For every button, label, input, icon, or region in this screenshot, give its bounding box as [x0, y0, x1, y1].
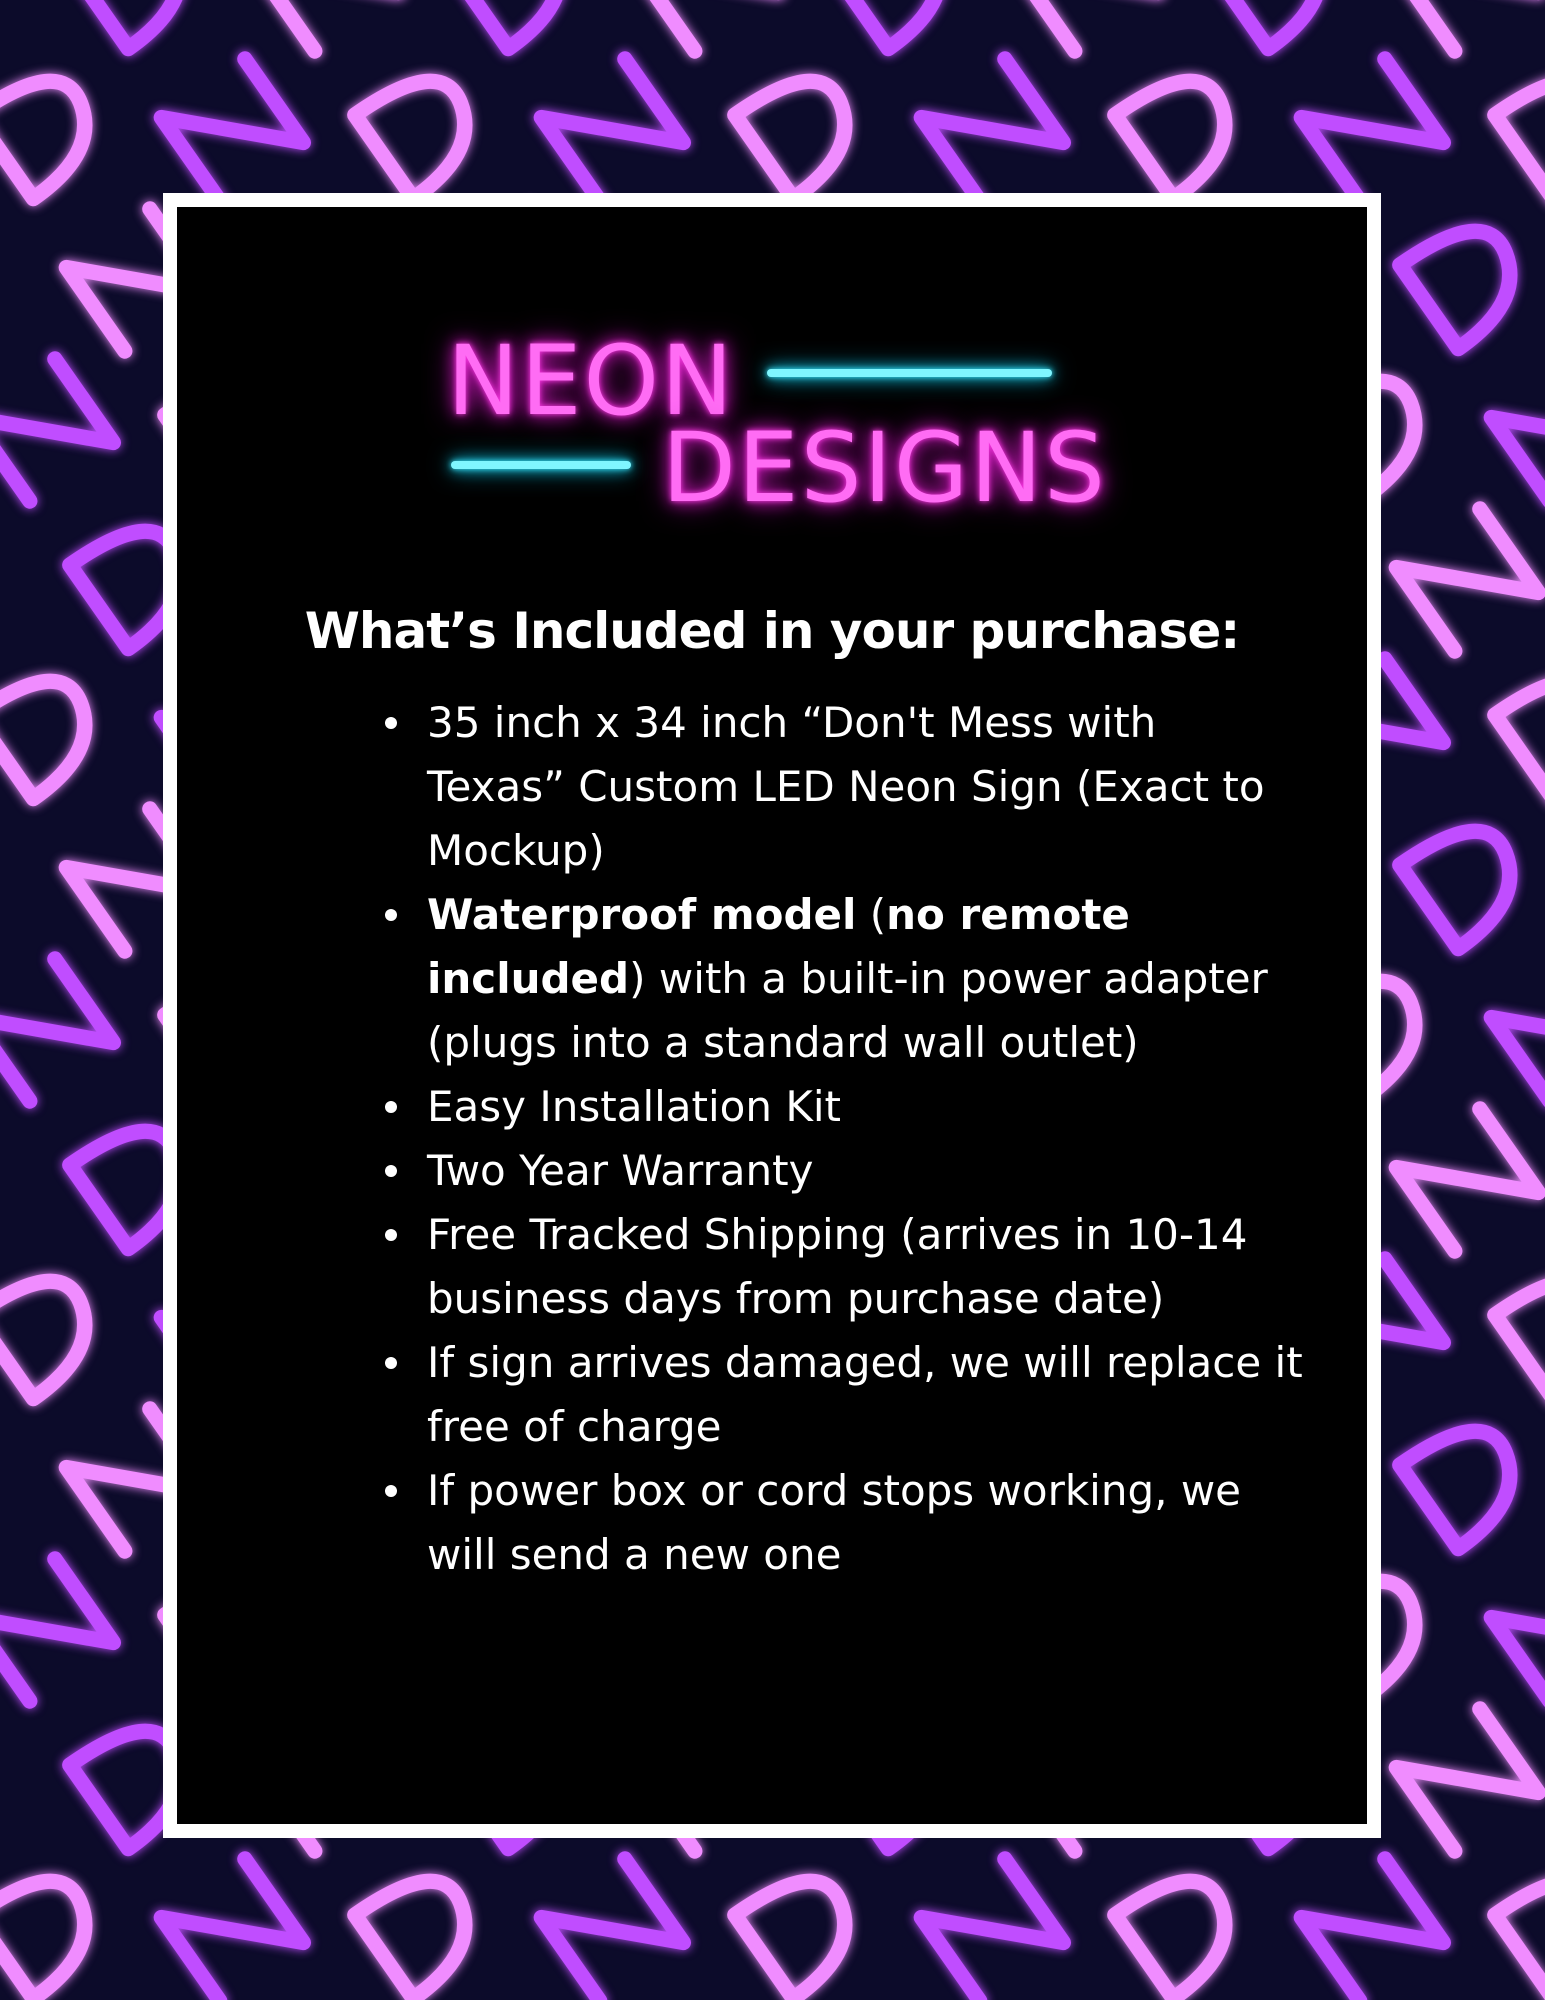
list-item [427, 883, 1307, 1075]
list-item [427, 1203, 1307, 1331]
neon-letter-shape [0, 1261, 111, 1399]
page-title: What’s Included in your purchase: [304, 602, 1240, 660]
list-item-text: Free Tracked Shipping (arrives in 10-14 business days from purchase date) [427, 1210, 1248, 1323]
neon-letter-shape [161, 1859, 303, 2000]
list-item-bold-text: Waterproof model [427, 890, 857, 939]
list-item-text: ( [856, 890, 887, 939]
list-item-text: Two Year Warranty [427, 1146, 814, 1195]
neon-letter-shape [0, 959, 113, 1101]
neon-letter-shape [450, 0, 586, 49]
list-item [427, 1331, 1307, 1459]
content-panel [163, 193, 1381, 1838]
list-item [427, 1459, 1307, 1587]
neon-letter-shape [735, 1861, 871, 1999]
neon-letter-shape [1495, 661, 1545, 799]
neon-letter-shape [1301, 59, 1443, 201]
neon-letter-shape [541, 59, 683, 201]
neon-letter-shape [256, 0, 398, 51]
neon-letter-shape [0, 61, 111, 199]
neon-letter-shape [1495, 61, 1545, 199]
neon-letter-shape [1301, 1859, 1443, 2000]
neon-letter-shape [1491, 359, 1545, 501]
neon-letter-shape [1396, 0, 1538, 51]
neon-letter-shape [161, 59, 303, 201]
neon-letter-shape [636, 0, 778, 51]
list-item-text: ) with a built-in power adapter [629, 954, 1268, 1003]
logo-word-neon: NEON [447, 325, 735, 437]
neon-letter-shape [1115, 1861, 1251, 1999]
neon-letter-shape [0, 1559, 113, 1701]
neon-letter-shape [1210, 0, 1346, 49]
logo-cyan-bar-top [767, 369, 1052, 377]
included-items-list [427, 691, 1307, 1587]
list-item-text: If sign arrives damaged, we will replace it free of charge [427, 1338, 1303, 1451]
neon-letter-shape [921, 59, 1063, 201]
list-item-text: 35 inch x 34 inch “Don't Mess with Texas” Custom LED Neon Sign (Exact to Mockup) [427, 698, 1265, 875]
neon-letter-shape [0, 359, 113, 501]
logo-cyan-bar-bottom [451, 461, 631, 469]
logo-word-designs: DESIGNS [662, 412, 1107, 524]
list-item-text: If power box or cord stops working, we will send a new one [427, 1466, 1242, 1579]
neon-letter-shape [921, 1859, 1063, 2000]
neon-letter-shape [1396, 1109, 1538, 1251]
list-item [427, 691, 1307, 883]
neon-letter-shape [830, 0, 966, 49]
neon-letter-shape [1495, 1261, 1545, 1399]
neon-letter-shape [1495, 1861, 1545, 1999]
neon-letter-shape [0, 1861, 111, 1999]
neon-letter-shape [1400, 811, 1536, 949]
neon-letter-shape [1016, 0, 1158, 51]
neon-letter-shape [1396, 1709, 1538, 1851]
neon-letter-shape [1491, 959, 1545, 1101]
list-item [427, 1075, 1307, 1139]
list-item-text: (plugs into a standard wall outlet) [427, 1018, 1139, 1067]
list-item [427, 1139, 1307, 1203]
neon-letter-shape [355, 61, 491, 199]
neon-letter-shape [1400, 1411, 1536, 1549]
neon-letter-shape [735, 61, 871, 199]
neon-letter-shape [1396, 509, 1538, 651]
neon-letter-shape [1491, 1559, 1545, 1701]
neon-letter-shape [1115, 61, 1251, 199]
neon-letter-shape [541, 1859, 683, 2000]
list-item-text: Easy Installation Kit [427, 1082, 842, 1131]
neon-letter-shape [1400, 211, 1536, 349]
neon-letter-shape [355, 1861, 491, 1999]
list-item-bold-text: no remote included [427, 890, 1130, 1003]
neon-letter-shape [0, 661, 111, 799]
neon-letter-shape [0, 0, 18, 51]
neon-letter-shape [70, 0, 206, 49]
neon-designs-logo [447, 307, 1127, 547]
